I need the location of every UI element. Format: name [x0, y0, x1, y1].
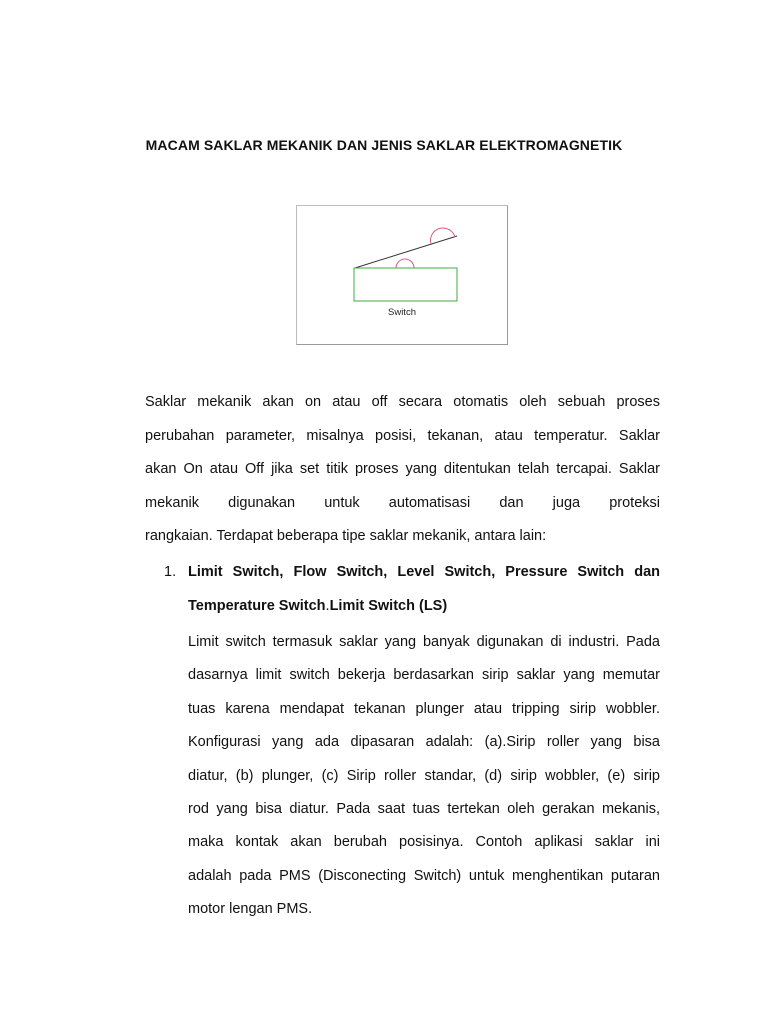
intro-line: rangkaian. Terdapat beberapa tipe saklar mekanik, antara lain: — [145, 528, 547, 544]
lever-roller-arc — [431, 228, 456, 244]
figure-caption: Switch — [388, 307, 416, 318]
list-item-body — [188, 626, 660, 927]
intro-paragraph — [145, 386, 660, 554]
body-line: maka kontak akan berubah posisinya. Contoh aplikasi saklar ini — [188, 834, 660, 851]
list-heading-line: Limit Switch, Flow Switch, Level Switch, Pressure Switch dan — [188, 564, 660, 580]
list-item-number: 1. — [164, 564, 177, 580]
body-line: adalah pada PMS (Disconecting Switch) untuk menghentikan putaran — [188, 867, 660, 884]
intro-line: mekanik digunakan untuk automatisasi dan juga proteksi — [145, 494, 660, 511]
body-line: tuas karena mendapat tekanan plunger atau tripping sirip wobbler. — [188, 700, 660, 717]
list-item-heading — [188, 563, 660, 631]
intro-line: perubahan parameter, misalnya posisi, tekanan, atau temperatur. Saklar — [145, 427, 660, 444]
heading-part: Limit Switch (LS) — [329, 598, 448, 614]
document-title: MACAM SAKLAR MEKANIK DAN JENIS SAKLAR ELEKTROMAGNETIK — [145, 137, 623, 153]
intro-line: akan On atau Off jika set titik proses yang ditentukan telah tercapai. Saklar — [145, 461, 660, 477]
heading-separator: . — [325, 598, 330, 614]
body-line: motor lengan PMS. — [188, 901, 313, 918]
body-line: dasarnya limit switch bekerja berdasarkan sirip saklar yang memutar — [188, 667, 660, 684]
body-line: diatur, (b) plunger, (c) Sirip roller standar, (d) sirip wobbler, (e) sirip — [188, 767, 660, 784]
switch-diagram — [297, 206, 509, 346]
body-line: rod yang bisa diatur. Pada saat tuas tertekan oleh gerakan mekanis, — [188, 801, 660, 818]
body-line: Konfigurasi yang ada dipasaran adalah: (a).Sirip roller yang bisa — [188, 734, 660, 751]
switch-body-box — [354, 268, 457, 301]
intro-line: Saklar mekanik akan on atau off secara otomatis oleh sebuah proses — [145, 394, 660, 410]
switch-figure — [296, 205, 508, 345]
body-line: Limit switch termasuk saklar yang banyak digunakan di industri. Pada — [188, 634, 660, 650]
heading-part: Temperature Switch — [188, 598, 326, 614]
plunger-arc — [396, 259, 414, 268]
switch-lever — [355, 236, 457, 268]
